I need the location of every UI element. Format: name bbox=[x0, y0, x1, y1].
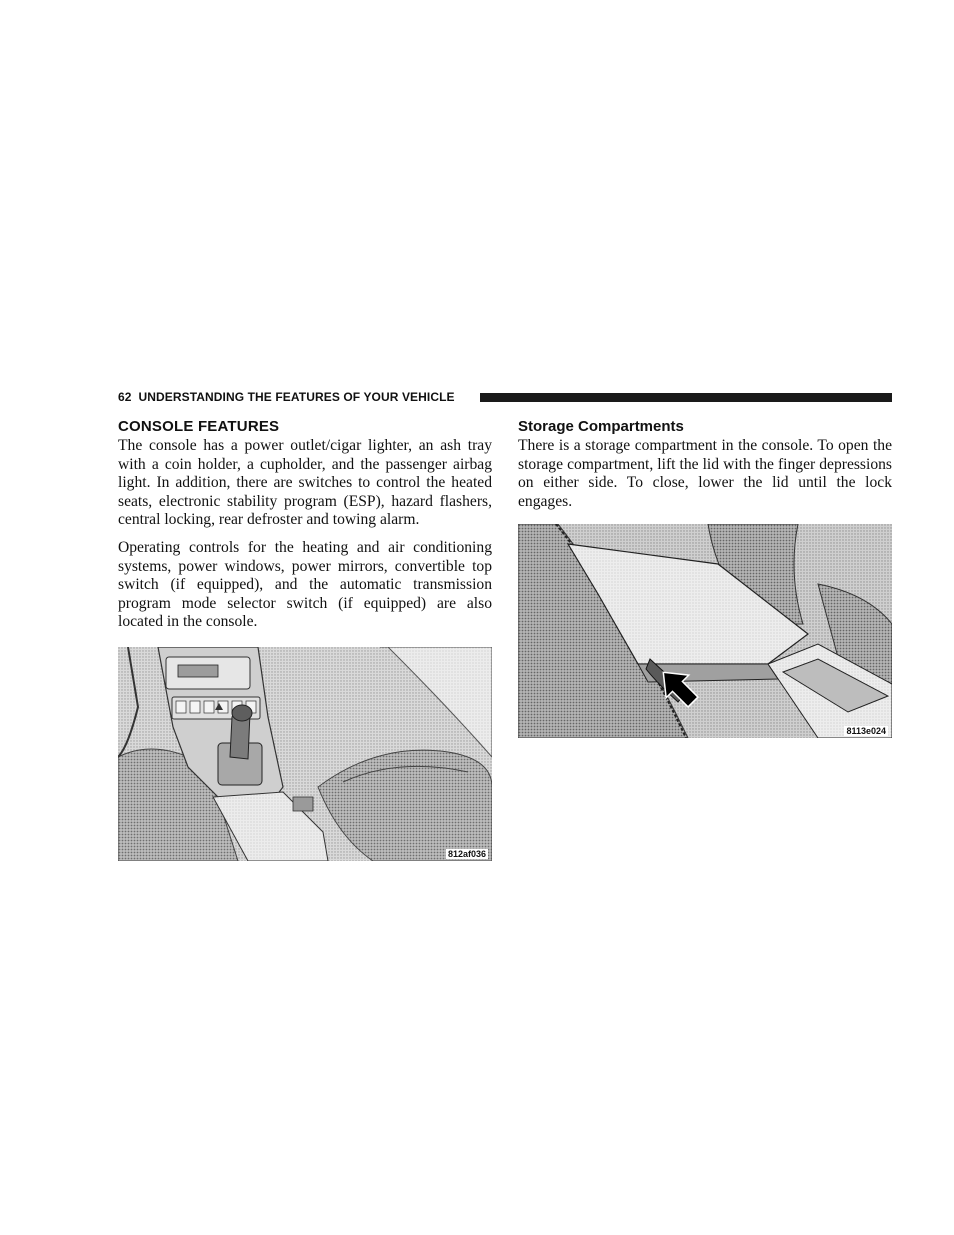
header-text bbox=[118, 390, 455, 404]
storage-illustration bbox=[518, 524, 892, 738]
header-rule bbox=[480, 393, 892, 402]
console-paragraph-2: Operating controls for the heating and air conditioning systems, power windows, power mirrors, convertible top switch (if equipped), and the automatic transmission program mode selector switch (if equipped) are also located in the console. bbox=[118, 538, 492, 631]
console-illustration bbox=[118, 647, 492, 861]
page-number: 62 bbox=[118, 390, 132, 404]
console-paragraph-1: The console has a power outlet/cigar lighter, an ash tray with a coin holder, a cupholder, and the passenger airbag light. In addition, there are switches to control the heated seats, electronic stability program (ESP), hazard flashers, central locking, rear defroster and towing alarm. bbox=[118, 437, 492, 529]
storage-compartments-heading: Storage Compartments bbox=[518, 418, 684, 435]
storage-paragraph-1: There is a storage compartment in the console. To open the storage compartment, lift the lid with the finger depressions on either side. To close, lower the lid until the lock engages. bbox=[518, 437, 892, 510]
console-drawing bbox=[118, 647, 492, 861]
right-column bbox=[518, 418, 892, 738]
section-title: UNDERSTANDING THE FEATURES OF YOUR VEHICLE bbox=[138, 390, 455, 404]
page-header bbox=[118, 389, 892, 407]
left-column bbox=[118, 418, 492, 861]
figure-id-8113e024: 8113e024 bbox=[846, 726, 886, 737]
figure-id-812af036: 812af036 bbox=[447, 848, 486, 859]
storage-drawing bbox=[518, 524, 892, 738]
console-features-heading: CONSOLE FEATURES bbox=[118, 418, 280, 435]
